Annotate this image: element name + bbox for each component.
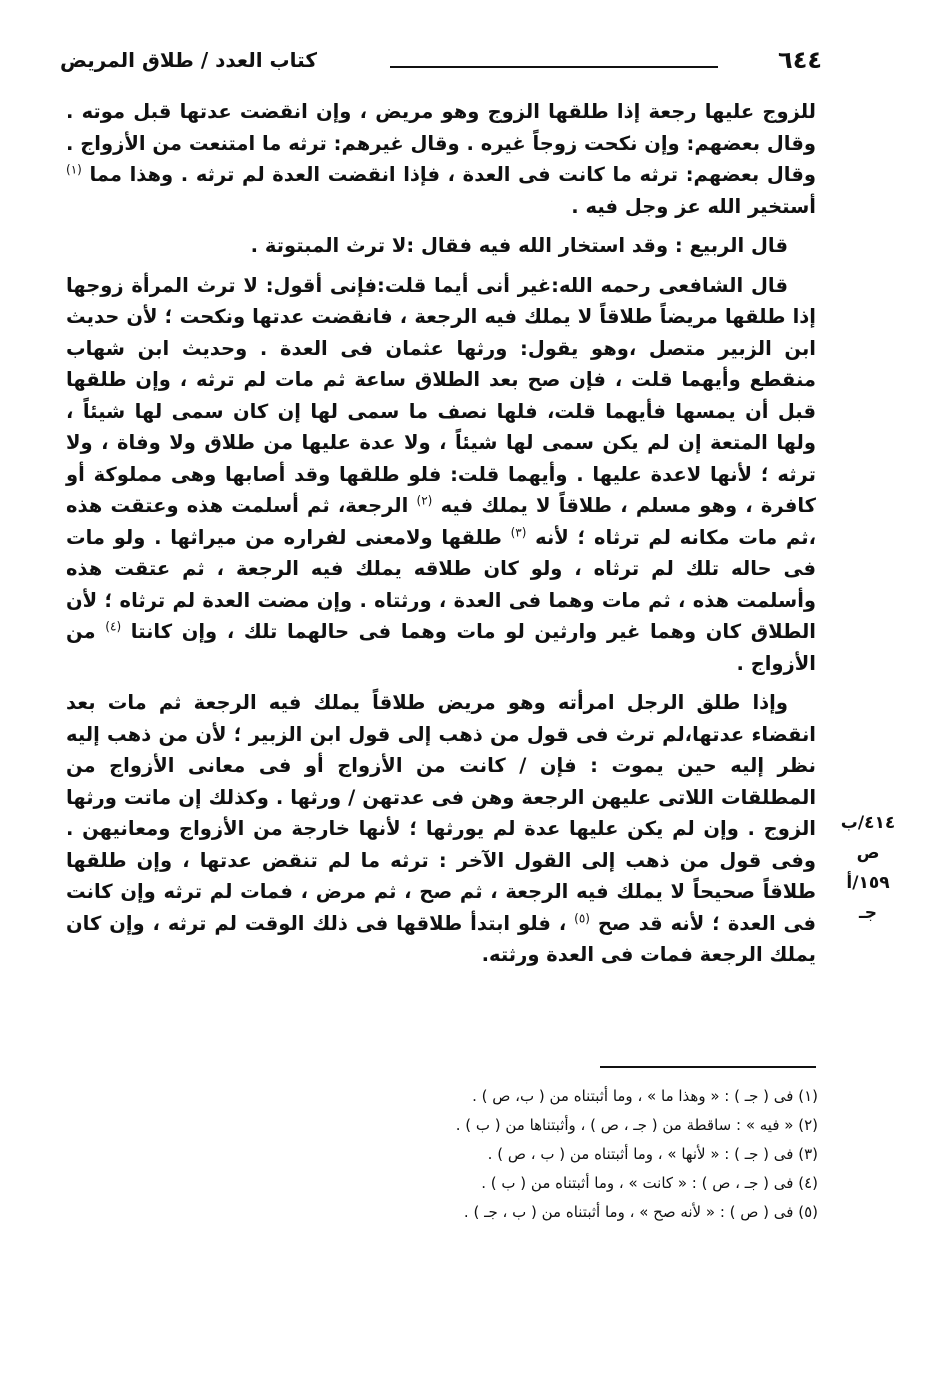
margin-folio: ٤١٤/ب: [840, 813, 896, 833]
footnote: (٢) « فيه » : ساقطة من ( جـ ، ص ) ، وأثبتناها من ( ب ) .: [455, 1116, 818, 1134]
footnote-ref: (٣): [510, 525, 527, 539]
footnote-ref: (١): [66, 162, 82, 177]
margin-folio: ١٥٩/أ: [846, 873, 890, 893]
paragraph: للزوج عليها رجعة إذا طلقها الزوج وهو مريض ، وإن انقضت عدتها قبل موته . وقال بعضهم: وإن نكحت زوجاً غيره . وقال غيرهم: ترثه ما امتنعت من الأزواج . وقال بعضهم: ترثه ما كانت فى العدة ، فإذا انقضت العدة لم ترثه . وهذا مما $^{(١)}$ أستخير الله عز وجل فيه .: [66, 100, 816, 218]
speaker-label: قال الشافعى: [658, 273, 788, 297]
footnote-ref: (٥): [574, 911, 590, 925]
page-number: ٦٤٤: [778, 46, 822, 74]
running-title: كتاب العدد / طلاق المريض: [60, 48, 317, 72]
main-text: [66, 96, 816, 979]
margin-siglum: ص: [856, 843, 880, 863]
paragraph: قال الشافعى رحمه الله:غير أنى أيما قلت:فإنى أقول: لا ترث المرأة زوجها إذا طلقها مريضاً طلاقاً لا يملك فيه الرجعة ، فانقضت عدتها ونكحت ؛ لأن حديث ابن الزبير متصل ،وهو يقول: ورثها عثمان فى العدة . وحديث ابن شهاب منقطع وأيهما قلت ، فإن صح بعد الطلاق ساعة ثم مات لم ترثه ، وإن طلقها قبل أن يمسها فأيهما قلت، فلها نصف ما سمى لها إن كان سمى لها شيئاً ، ولها المتعة إن لم يكن سمى لها شيئاً ، ولا عدة عليها من طلاق ولا وفاة ، ولا ترثه ؛ لأنها لاعدة عليها . وأيهما قلت: فلو طلقها وقد أصابها وهى مملوكة أو كافرة ، وهو مسلم ، طلاقاً لا يملك فيه $^{(٢)}$ الرجعة، ثم أسلمت هذه وعتقت هذه ،ثم مات مكانه لم ترثاه ؛ لأنه $^{(٣)}$ طلقها ولامعنى لفراره من ميراثها . ولو مات فى حاله تلك لم ترثاه ، ولو كان طلاقه يملك فيه الرجعة ، ثم عتقت هذه وأسلمت هذه ، ثم مات وهما فى العدة ، ورثتاه . وإن مضت العدة لم ترثاه ؛ لأن الطلاق كان وهما غير وارثين لو مات وهما فى حالهما تلك ، وإن كانتا $^{(٤)}$ من الأزواج .: [66, 273, 816, 675]
paragraph: قال الربيع : وقد استخار الله فيه فقال :لا ترث المبتوتة .: [250, 234, 788, 257]
margin-siglum: جـ: [858, 903, 878, 923]
header-rule: [390, 66, 718, 68]
manuscript-margin-note: [838, 808, 898, 928]
footnote-ref: (٢): [416, 493, 433, 508]
footnote-separator: [600, 1066, 816, 1068]
footnote: (٥) فى ( ص ) : « لأنه صح » ، وما أثبتناه من ( ب ، جـ ) .: [463, 1203, 818, 1221]
footnote: (٤) فى ( جـ ، ص ) : « كانت » ، وما أثبتناه من ( ب ) .: [481, 1174, 818, 1192]
speaker-label: قال الربيع: [689, 234, 788, 257]
footnote: (١) فى ( جـ ) : « وهذا ما » ، وما أثبتناه من ( ب، ص ) .: [472, 1087, 818, 1105]
running-head: [60, 46, 822, 82]
footnotes: [360, 1082, 818, 1227]
footnote-ref: (٤): [105, 619, 122, 634]
paragraph: وإذا طلق الرجل امرأته وهو مريض طلاقاً يملك فيه الرجعة ثم مات بعد انقضاء عدتها،لم ترث فى قول من ذهب إلى قول ابن الزبير ؛ لأن من ذهب إليه نظر إليه حين يموت : فإن / كانت من الأزواج أو فى معانى الأزواج من المطلقات اللاتى عليهن الرجعة وهن فى عدتهن / ورثها . وكذلك إن ماتت ورثها الزوج . وإن لم يكن عليها عدة لم يورثها ؛ لأنها خارجة من الأزواج ومعانيهن . وفى قول من ذهب إلى القول الآخر : ترثه ما لم تنقض عدتها ، وإن طلقها طلاقاً صحيحاً لا يملك فيه الرجعة ، ثم صح ، ثم مرض ، فمات لم ترثه وإن كانت فى العدة ؛ لأنه قد صح $^{(٥)}$ ، فلو ابتدأ طلاقها فى ذلك الوقت لم ترثه ، وإن كان يملك الرجعة فمات فى العدة ورثته.: [66, 691, 817, 966]
footnote: (٣) فى ( جـ ) : « لأنها » ، وما أثبتناه من ( ب ، ص ) .: [487, 1145, 818, 1163]
